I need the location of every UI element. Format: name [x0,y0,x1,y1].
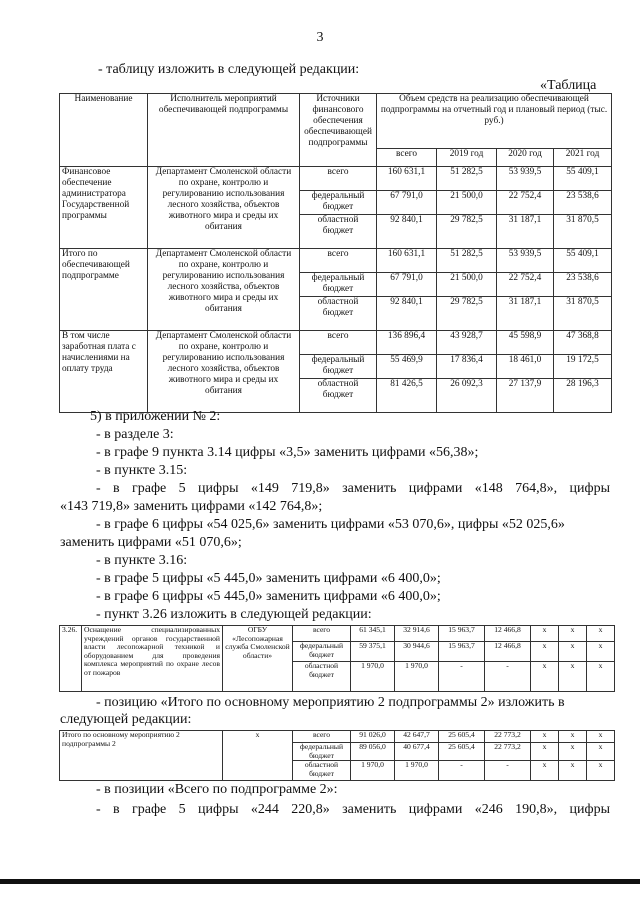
cell-value: x [559,731,587,743]
cell-value: 59 375,1 [351,642,395,662]
text-line: - в пункте 3.15: [96,463,188,478]
cell-value: x [559,761,587,781]
cell-value: 21 500,0 [437,273,497,297]
cell-value: 19 172,5 [554,355,612,379]
row-executor: Департамент Смоленской области по охране, контролю и регулированию использования лесного хозяйства, объектов животного мира и среды их обитания [148,167,300,249]
text-line: - в разделе 3: [96,427,174,442]
cell-value: 26 092,3 [437,379,497,413]
text-line: «143 719,8» заменить цифрами «142 764,8»; [60,499,323,514]
cell-value: 89 056,0 [351,743,395,761]
cell-value: 27 137,9 [497,379,554,413]
table-label: «Таблица [540,78,597,93]
cell-value: x [587,731,615,743]
cell-value: x [531,731,559,743]
cell-value: 22 752,4 [497,273,554,297]
cell-value: x [559,626,587,642]
cell-value: 12 466,8 [485,626,531,642]
item-number: 3.26. [60,626,82,692]
total-name: Итого по основному мероприятию 2 подпрограммы 2 [60,731,223,781]
row-source: всего [300,249,377,273]
cell-value: x [587,662,615,692]
cell-value: 92 840,1 [377,297,437,331]
text-line: - в графе 5 цифры «149 719,8» заменить цифрами «148 764,8», цифры [96,481,610,496]
cell-value: x [587,626,615,642]
text-line: 5) в приложении № 2: [90,409,221,424]
text-line: - пункт 3.26 изложить в следующей редакции: [96,607,372,622]
cell-value: 1 970,0 [395,662,439,692]
page-bottom-rule [0,879,640,884]
cell-value: x [559,662,587,692]
row-source: всего [300,167,377,191]
cell-value: x [531,761,559,781]
intro-line: - таблицу изложить в следующей редакции: [98,62,360,77]
row-source: федеральный бюджет [293,743,351,761]
cell-value: 136 896,4 [377,331,437,355]
cell-value: x [531,626,559,642]
cell-value: 17 836,4 [437,355,497,379]
cell-value: 23 538,6 [554,273,612,297]
cell-value: 32 914,6 [395,626,439,642]
cell-value: 18 461,0 [497,355,554,379]
cell-value: x [559,642,587,662]
page-number: 3 [316,30,324,45]
cell-value: 92 840,1 [377,215,437,249]
cell-value: 25 605,4 [439,731,485,743]
row-source: областной бюджет [300,297,377,331]
text-line: - позицию «Итого по основному мероприятию 2 подпрограммы 2» изложить в [96,695,565,710]
cell-value: 61 345,1 [351,626,395,642]
cell-value: 47 368,8 [554,331,612,355]
cell-value: 43 928,7 [437,331,497,355]
total-main-measure-table [59,730,615,781]
cell-value: - [439,662,485,692]
row-name: Финансовое обеспечение администратора Государственной программы [60,167,148,249]
cell-value: x [531,642,559,662]
row-source: всего [293,626,351,642]
cell-value: 31 870,5 [554,297,612,331]
cell-value: 67 791,0 [377,273,437,297]
cell-value: x [531,743,559,761]
row-source: областной бюджет [293,662,351,692]
row-source: федеральный бюджет [293,642,351,662]
cell-value: 12 466,8 [485,642,531,662]
cell-value: 1 970,0 [351,761,395,781]
row-executor: Департамент Смоленской области по охране, контролю и регулированию использования лесного хозяйства, объектов животного мира и среды их обитания [148,249,300,331]
cell-value: 15 963,7 [439,642,485,662]
cell-value: 1 970,0 [351,662,395,692]
cell-value: 91 026,0 [351,731,395,743]
cell-value: 45 598,9 [497,331,554,355]
cell-value: - [439,761,485,781]
text-line: - в позиции «Всего по подпрограмме 2»: [96,782,338,797]
header-2021: 2021 год [554,149,612,167]
cell-value: 30 944,6 [395,642,439,662]
row-source: областной бюджет [300,215,377,249]
cell-value: - [485,761,531,781]
cell-value: 1 970,0 [395,761,439,781]
item-executor: ОГБУ «Лесопожарная служба Смоленской области» [223,626,293,692]
text-line: - в графе 5 цифры «244 220,8» заменить цифрами «246 190,8», цифры [96,802,610,817]
cell-value: 31 187,1 [497,297,554,331]
cell-value: - [485,662,531,692]
cell-value: 29 782,5 [437,297,497,331]
text-line: - в графе 6 цифры «54 025,6» заменить цифрами «53 070,6», цифры «52 025,6» [96,517,565,532]
cell-value: 22 773,2 [485,731,531,743]
text-line: - в графе 6 цифры «5 445,0» заменить цифрами «6 400,0»; [96,589,441,604]
row-source: всего [293,731,351,743]
text-line: - в графе 5 цифры «5 445,0» заменить цифрами «6 400,0»; [96,571,441,586]
cell-value: 55 469,9 [377,355,437,379]
item-3-26-table [59,625,615,692]
row-source: областной бюджет [293,761,351,781]
row-source: федеральный бюджет [300,355,377,379]
header-executor: Исполнитель мероприятий обеспечивающей подпрограммы [148,94,300,167]
total-executor: x [223,731,293,781]
cell-value: x [559,743,587,761]
cell-value: 81 426,5 [377,379,437,413]
cell-value: 29 782,5 [437,215,497,249]
header-2019: 2019 год [437,149,497,167]
header-name: Наименование [60,94,148,167]
cell-value: x [587,642,615,662]
cell-value: 51 282,5 [437,249,497,273]
header-sources: Источники финансового обеспечения обеспечивающей подпрограммы [300,94,377,167]
row-source: областной бюджет [300,379,377,413]
cell-value: 53 939,5 [497,249,554,273]
row-source: федеральный бюджет [300,273,377,297]
cell-value: 42 647,7 [395,731,439,743]
cell-value: x [587,743,615,761]
cell-value: 55 409,1 [554,249,612,273]
text-line: заменить цифрами «51 070,6»; [60,535,242,550]
cell-value: 28 196,3 [554,379,612,413]
row-source: всего [300,331,377,355]
cell-value: 55 409,1 [554,167,612,191]
row-name: Итого по обеспечивающей подпрограмме [60,249,148,331]
cell-value: 160 631,1 [377,249,437,273]
cell-value: 31 870,5 [554,215,612,249]
cell-value: 22 773,2 [485,743,531,761]
row-source: федеральный бюджет [300,191,377,215]
cell-value: 21 500,0 [437,191,497,215]
cell-value: 22 752,4 [497,191,554,215]
header-volume: Объем средств на реализацию обеспечивающей подпрограммы на отчетный год и плановый период (тыс. руб.) [377,94,612,149]
cell-value: 23 538,6 [554,191,612,215]
cell-value: x [587,761,615,781]
cell-value: 51 282,5 [437,167,497,191]
item-name: Оснащение специализированных учреждений органов государственной власти лесопожарной техникой и оборудованием для проведения комплекса мероприятий по охране лесов от пожаров [82,626,223,692]
text-line: - в пункте 3.16: [96,553,188,568]
header-2020: 2020 год [497,149,554,167]
cell-value: 15 963,7 [439,626,485,642]
cell-value: 40 677,4 [395,743,439,761]
subprogram-funding-table [59,93,612,413]
cell-value: 160 631,1 [377,167,437,191]
cell-value: x [531,662,559,692]
text-line: следующей редакции: [60,712,192,727]
cell-value: 31 187,1 [497,215,554,249]
cell-value: 25 605,4 [439,743,485,761]
row-name: В том числе заработная плата с начислениями на оплату труда [60,331,148,413]
cell-value: 67 791,0 [377,191,437,215]
cell-value: 53 939,5 [497,167,554,191]
row-executor: Департамент Смоленской области по охране, контролю и регулированию использования лесного хозяйства, объектов животного мира и среды их обитания [148,331,300,413]
text-line: - в графе 9 пункта 3.14 цифры «3,5» заменить цифрами «56,38»; [96,445,479,460]
header-total: всего [377,149,437,167]
